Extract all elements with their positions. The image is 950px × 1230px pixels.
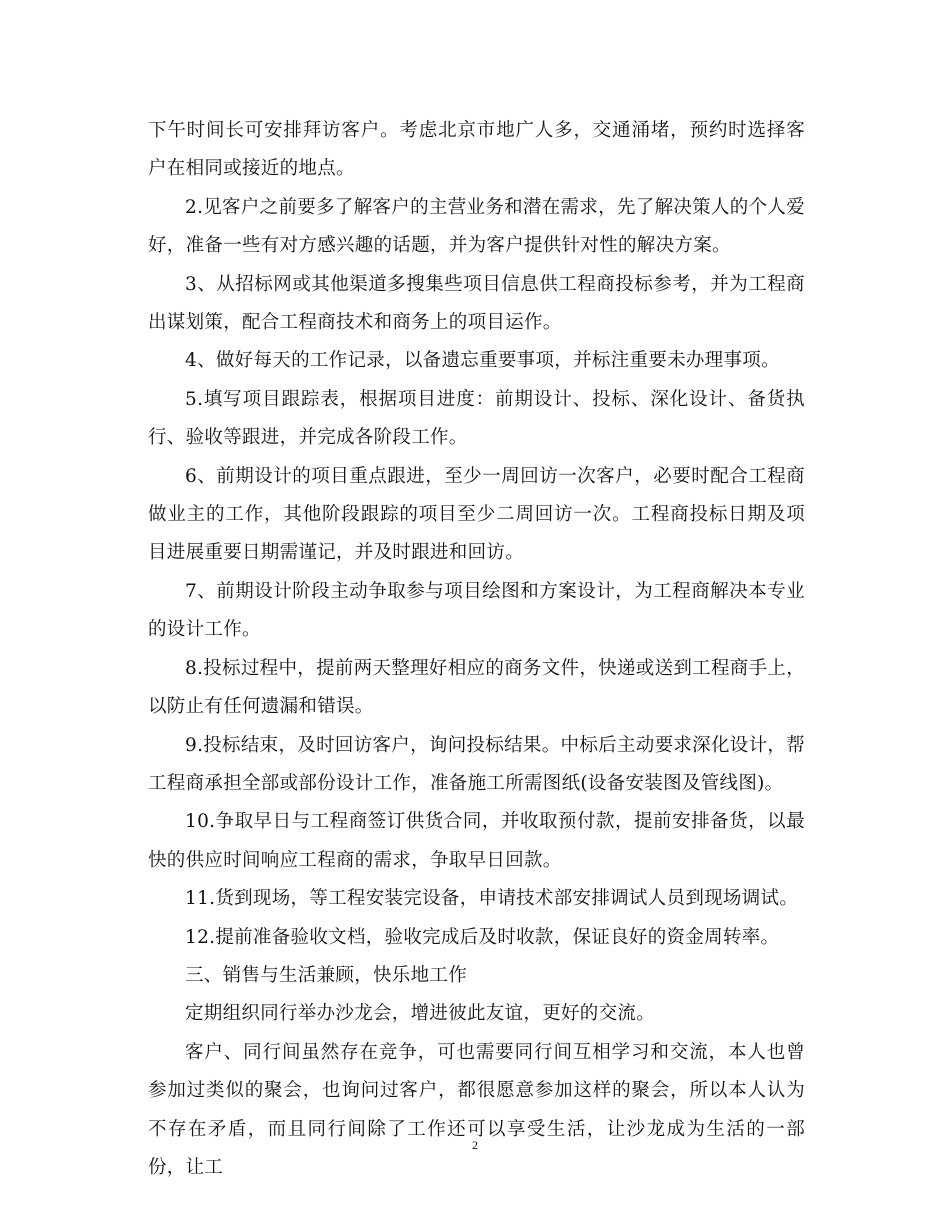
paragraph-14: 定期组织同行举办沙龙会，增进彼此友谊，更好的交流。: [185, 1003, 656, 1025]
page-number: 2: [472, 1138, 478, 1152]
paragraph-10: 10.争取早日与工程商签订供货合同，并收取预付款，提前安排备货，以最快的供应时间响应工程商的需求，争取早日回款。: [148, 811, 805, 871]
paragraph-6: 6、前期设计的项目重点跟进，至少一周回访一次客户，必要时配合工程商做业主的工作，其他阶段跟踪的项目至少二周回访一次。工程商投标日期及项目进展重要日期需谨记，并及时跟进和回访。: [148, 465, 805, 564]
paragraph-11: 11.货到现场，等工程安装完设备，申请技术部安排调试人员到现场调试。: [185, 888, 799, 910]
paragraph-9: 9.投标结束，及时回访客户，询问投标结果。中标后主动要求深化设计，帮工程商承担全部或部份设计工作，准备施工所需图纸(设备安装图及管线图)。: [148, 734, 805, 794]
paragraph-4: 4、做好每天的工作记录，以备遗忘重要事项，并标注重要未办理事项。: [185, 350, 780, 372]
paragraph-5: 5.填写项目跟踪表，根据项目进度：前期设计、投标、深化设计、备货执行、验收等跟进，并完成各阶段工作。: [148, 388, 805, 449]
section-heading: 三、销售与生活兼顾，快乐地工作: [185, 964, 468, 986]
paragraph-1: 下午时间长可安排拜访客户。考虑北京市地广人多，交通涌堵，预约时选择客户在相同或接近的地点。: [148, 120, 805, 180]
paragraph-12: 12.提前准备验收文档，验收完成后及时收款，保证良好的资金周转率。: [185, 926, 780, 948]
paragraph-2: 2.见客户之前要多了解客户的主营业务和潜在需求，先了解决策人的个人爱好，准备一些有对方感兴趣的话题，并为客户提供针对性的解决方案。: [148, 196, 805, 257]
paragraph-15: 客户、同行间虽然存在竞争，可也需要同行间互相学习和交流，本人也曾参加过类似的聚会，也询问过客户，都很愿意参加这样的聚会，所以本人认为不存在矛盾，而且同行间除了工作还可以享受生活，让沙龙成为生活的一部份，让工: [148, 1041, 805, 1178]
paragraph-3: 3、从招标网或其他渠道多搜集些项目信息供工程商投标参考，并为工程商出谋划策，配合工程商技术和商务上的项目运作。: [148, 273, 805, 334]
paragraph-8: 8.投标过程中，提前两天整理好相应的商务文件，快递或送到工程商手上，以防止有任何遗漏和错误。: [148, 657, 805, 718]
document-body: [148, 112, 805, 1187]
paragraph-7: 7、前期设计阶段主动争取参与项目绘图和方案设计，为工程商解决本专业的设计工作。: [148, 580, 805, 641]
